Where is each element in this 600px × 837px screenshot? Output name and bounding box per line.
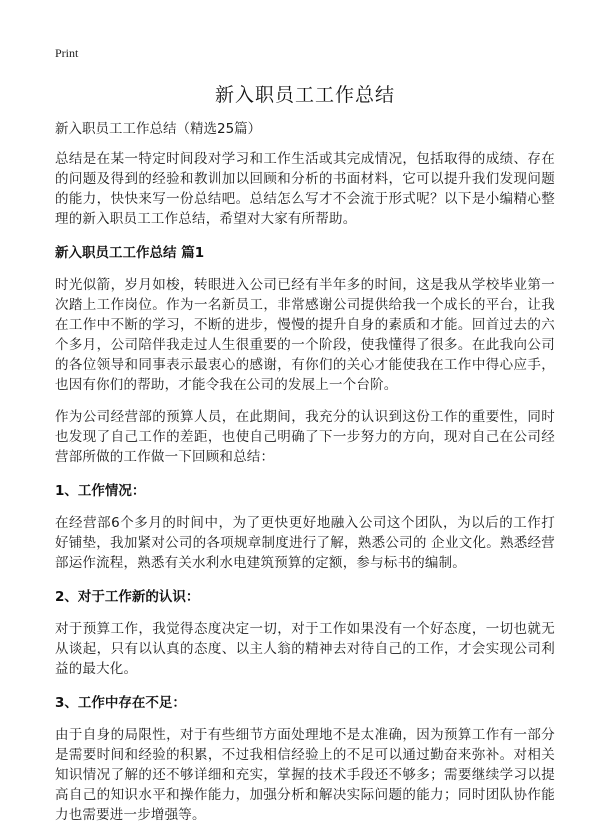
subsection-paragraph: 在经营部6个多月的时间中，为了更快更好地融入公司这个团队，为以后的工作打好铺垫，我加紧对公司的各项规章制度进行了解，熟悉公司的 企业文化。熟悉经营部运作流程，熟悉有关水利水电建筑预算的定额，参与标书的编制。	[55, 515, 555, 571]
paragraph: 作为公司经营部的预算人员，在此期间，我充分的认识到这份工作的重要性，同时也发现了自己工作的差距，也使自己明确了下一步努力的方向，现对自己在公司经营部所做的工作做一下回顾和总结：	[55, 409, 555, 465]
subsection-heading-shortcomings: 3、工作中存在不足：	[55, 695, 186, 711]
intro-paragraph: 总结是在某一特定时间段对学习和工作生活或其完成情况，包括取得的成绩、存在的问题及得到的经验和教训加以回顾和分析的书面材料，它可以提升我们发现问题的能力，快快来写一份总结吧。总结怎么写才不会流于形式呢？以下是小编精心整理的新入职员工工作总结，希望对大家有所帮助。	[55, 151, 555, 227]
section-1	[55, 241, 555, 825]
document-subtitle: 新入职员工工作总结（精选25篇）	[55, 121, 262, 137]
print-label[interactable]: Print	[55, 46, 79, 60]
paragraph: 时光似箭，岁月如梭，转眼进入公司已经有半年多的时间，这是我从学校毕业第一次踏上工作岗位。作为一名新员工，非常感谢公司提供给我一个成长的平台，让我在工作中不断的学习，不断的进步，慢慢的提升自身的素质和才能。回首过去的六个多月，公司陪伴我走过人生很重要的一个阶段，使我懂得了很多。在此我向公司的各位领导和同事表示最衷心的感谢，有你们的关心才能使我在工作中得心应手，也因有你们的帮助，才能令我在公司的发展上一个台阶。	[55, 277, 555, 393]
section-heading: 新入职员工工作总结 篇1	[55, 245, 205, 261]
subsection-paragraph: 由于自身的局限性，对于有些细节方面处理地不是太准确，因为预算工作有一部分是需要时间和经验的积累，不过我相信经验上的不足可以通过勤奋来弥补。对相关知识情况了解的还不够详细和充实，掌握的技术手段还不够多；需要继续学习以提高自己的知识水平和操作能力，加强分析和解决实际问题的能力；同时团队协作能力也需要进一步增强等。	[55, 727, 555, 823]
document-title: 新入职员工工作总结	[214, 84, 395, 106]
subsection-heading-work-status: 1、工作情况：	[55, 483, 146, 499]
document-page	[55, 46, 555, 837]
subsection-paragraph: 对于预算工作，我觉得态度决定一切，对于工作如果没有一个好态度，一切也就无从谈起，只有以认真的态度、以主人翁的精神去对待自己的工作，才会实现公司利益的最大化。	[55, 621, 555, 677]
subsection-heading-new-understanding: 2、对于工作新的认识：	[55, 589, 200, 605]
